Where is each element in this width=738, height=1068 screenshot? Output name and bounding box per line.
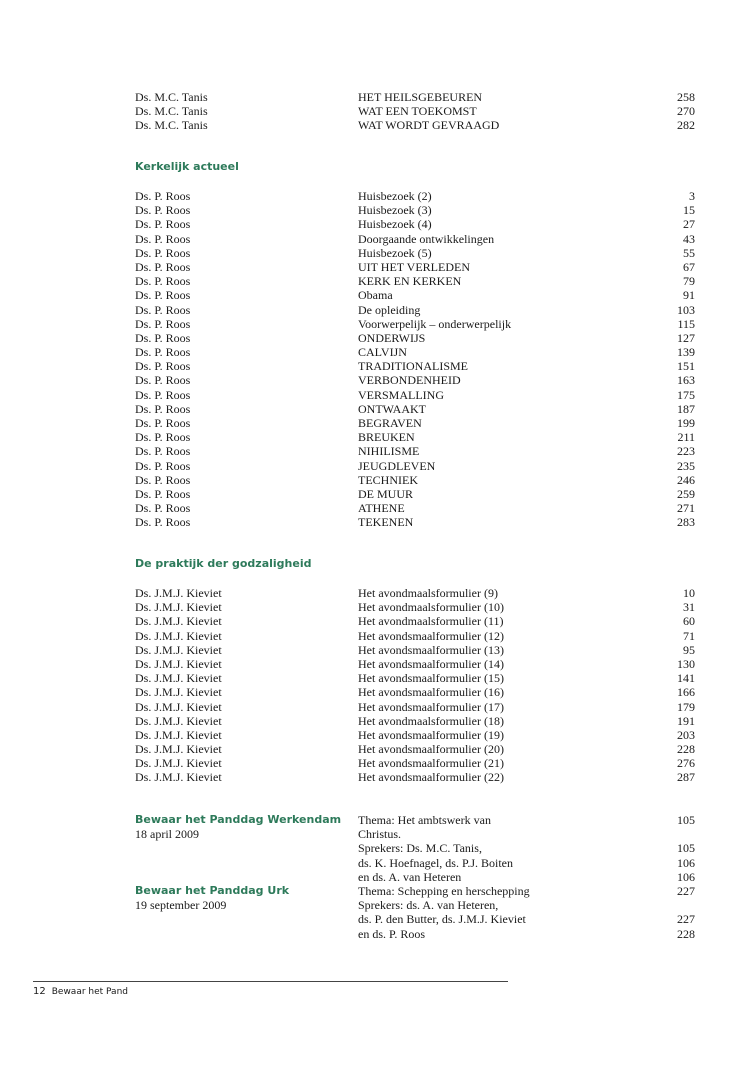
index-entry — [135, 600, 695, 614]
entry-author: Ds. P. Roos — [135, 316, 191, 331]
entry-title: BEGRAVEN — [358, 416, 422, 430]
page-number: 91 — [683, 288, 695, 303]
page-footer — [33, 986, 128, 997]
entry-author: Ds. P. Roos — [135, 444, 191, 459]
page-number: 166 — [677, 685, 695, 700]
event-line: ds. P. den Butter, ds. J.M.J. Kieviet — [358, 912, 526, 927]
entry-author: Ds. P. Roos — [135, 430, 191, 445]
entry-title: WAT WORDT GEVRAAGD — [358, 118, 500, 133]
kerkelijk-actueel-list — [135, 189, 695, 530]
event-line: Sprekers: ds. A. van Heteren, — [358, 898, 499, 913]
entry-title: Het avondsmaalformulier (13) — [358, 642, 504, 657]
index-entry — [135, 246, 695, 260]
entry-title: Het avondsmaalformulier (22) — [358, 770, 504, 785]
page-number: 228 — [677, 742, 695, 757]
entry-author: Ds. J.M.J. Kieviet — [135, 742, 222, 757]
entry-title: TECHNIEK — [358, 472, 418, 487]
entry-title: Het avondsmaalformulier (19) — [358, 727, 504, 742]
entry-title: Obama — [358, 288, 393, 303]
page-number: 43 — [683, 231, 695, 246]
entry-title: Voorwerpelijk – onderwerpelijk — [358, 316, 512, 331]
entry-title: ATHENE — [358, 501, 405, 516]
entry-title: Huisbezoek (3) — [358, 203, 432, 218]
entry-title: Doorgaande ontwikkelingen — [358, 231, 495, 246]
entry-title: CALVIJN — [358, 345, 407, 360]
event-line: en ds. P. Roos — [358, 926, 426, 941]
index-entry — [135, 487, 695, 501]
footer-page-number: 12 — [33, 986, 46, 997]
event-line: Christus. — [358, 827, 402, 842]
page-number: 139 — [677, 345, 695, 360]
page-number: 67 — [683, 259, 695, 274]
page-number: 130 — [677, 656, 695, 671]
index-entry — [135, 388, 695, 402]
index-entry — [135, 756, 695, 770]
entry-title: De opleiding — [358, 302, 421, 317]
page-number: 211 — [677, 430, 695, 445]
index-entry — [135, 685, 695, 699]
index-entry — [135, 373, 695, 387]
entry-author: Ds. M.C. Tanis — [135, 118, 208, 133]
entry-author: Ds. P. Roos — [135, 203, 191, 218]
page-number: 175 — [677, 387, 695, 402]
index-entry — [135, 317, 695, 331]
entry-author: Ds. J.M.J. Kieviet — [135, 586, 222, 600]
index-entry — [135, 90, 695, 104]
index-entry — [135, 189, 695, 203]
page-number: 55 — [683, 245, 695, 260]
entry-author: Ds. P. Roos — [135, 345, 191, 360]
page-number: 163 — [677, 373, 695, 388]
entry-title: WAT EEN TOEKOMST — [358, 104, 477, 119]
index-entry — [135, 274, 695, 288]
index-entry — [135, 643, 695, 657]
entry-title: Huisbezoek (5) — [358, 245, 432, 260]
page-number: 276 — [677, 756, 695, 771]
page-number: 228 — [677, 926, 695, 941]
section-heading-praktijk: De praktijk der godzaligheid — [135, 557, 312, 570]
index-entry — [135, 402, 695, 416]
page-number: 259 — [677, 486, 695, 501]
page-number: 127 — [677, 330, 695, 345]
index-entry — [135, 260, 695, 274]
index-entry — [135, 714, 695, 728]
page-number: 105 — [677, 841, 695, 856]
page-number: 199 — [677, 416, 695, 430]
entry-title: Het avondsmaalformulier (12) — [358, 628, 504, 643]
page-number: 106 — [677, 869, 695, 884]
event-date-werkendam: 18 april 2009 — [135, 827, 199, 842]
index-entry — [135, 742, 695, 756]
index-entry — [135, 444, 695, 458]
entry-author: Ds. P. Roos — [135, 472, 191, 487]
entry-title: KERK EN KERKEN — [358, 274, 462, 289]
index-entry — [135, 331, 695, 345]
page-number: 223 — [677, 444, 695, 459]
entry-title: Het avondsmaalformulier (21) — [358, 756, 504, 771]
page-number: 151 — [677, 359, 695, 374]
event-heading-urk: Bewaar het Panddag Urk — [135, 884, 290, 897]
page-number: 270 — [677, 104, 695, 119]
section-heading-kerkelijk-actueel: Kerkelijk actueel — [135, 160, 239, 173]
event-line: Thema: Het ambtswerk van — [358, 813, 491, 827]
entry-title: UIT HET VERLEDEN — [358, 259, 470, 274]
page-number: 179 — [677, 699, 695, 714]
entry-author: Ds. J.M.J. Kieviet — [135, 770, 222, 785]
event-line: Thema: Schepping en herschepping — [358, 884, 530, 898]
page-number: 60 — [683, 614, 695, 629]
index-entry — [135, 586, 695, 600]
entry-title: Het avondmaalsformulier (9) — [358, 586, 498, 600]
page-number: 141 — [677, 671, 695, 686]
event-line: Sprekers: Ds. M.C. Tanis, — [358, 841, 482, 856]
entry-author: Ds. P. Roos — [135, 373, 191, 388]
entry-author: Ds. P. Roos — [135, 330, 191, 345]
index-entry — [135, 416, 695, 430]
entry-author: Ds. P. Roos — [135, 189, 191, 203]
index-entry — [135, 501, 695, 515]
entry-title: NIHILISME — [358, 444, 420, 459]
page-number: 27 — [683, 217, 695, 232]
entry-author: Ds. J.M.J. Kieviet — [135, 713, 222, 728]
page-number: 187 — [677, 401, 695, 416]
entry-author: Ds. J.M.J. Kieviet — [135, 671, 222, 686]
index-entry — [135, 232, 695, 246]
entry-author: Ds. J.M.J. Kieviet — [135, 628, 222, 643]
entry-author: Ds. J.M.J. Kieviet — [135, 685, 222, 700]
page-number: 227 — [677, 912, 695, 927]
entry-author: Ds. J.M.J. Kieviet — [135, 727, 222, 742]
entry-author: Ds. P. Roos — [135, 401, 191, 416]
event-urk — [135, 884, 695, 941]
entry-author: Ds. P. Roos — [135, 274, 191, 289]
entry-title: TEKENEN — [358, 515, 414, 530]
entry-title: VERBONDENHEID — [358, 373, 461, 388]
page-number: 258 — [677, 90, 695, 104]
entry-author: Ds. M.C. Tanis — [135, 104, 208, 119]
index-entry — [135, 770, 695, 784]
entry-title: Het avondsmaalformulier (20) — [358, 742, 504, 757]
page-number: 103 — [677, 302, 695, 317]
page-number: 105 — [677, 813, 695, 827]
index-entry — [135, 459, 695, 473]
entry-author: Ds. P. Roos — [135, 416, 191, 430]
footer-publication-name: Bewaar het Pand — [51, 987, 128, 997]
entry-title: TRADITIONALISME — [358, 359, 468, 374]
entry-title: HET HEILSGEBEUREN — [358, 90, 483, 104]
page-number: 3 — [689, 189, 695, 203]
entry-author: Ds. P. Roos — [135, 245, 191, 260]
page-number: 203 — [677, 727, 695, 742]
entry-author: Ds. P. Roos — [135, 486, 191, 501]
entry-author: Ds. P. Roos — [135, 302, 191, 317]
footer-divider — [33, 981, 508, 982]
index-entry — [135, 700, 695, 714]
index-entry — [135, 728, 695, 742]
entry-author: Ds. J.M.J. Kieviet — [135, 656, 222, 671]
index-entry — [135, 217, 695, 231]
entry-author: Ds. M.C. Tanis — [135, 90, 208, 104]
event-werkendam — [135, 813, 695, 884]
entry-author: Ds. P. Roos — [135, 515, 191, 530]
entry-title: Het avondsmaalformulier (17) — [358, 699, 504, 714]
entry-title: ONDERWIJS — [358, 330, 426, 345]
index-entry — [135, 671, 695, 685]
page-number: 235 — [677, 458, 695, 473]
index-entry — [135, 657, 695, 671]
entry-title: Het avondmaalsformulier (18) — [358, 713, 504, 728]
index-entry — [135, 203, 695, 217]
index-entry — [135, 515, 695, 529]
entry-title: BREUKEN — [358, 430, 415, 445]
page-number: 31 — [683, 600, 695, 615]
index-entry — [135, 104, 695, 118]
page-number: 106 — [677, 855, 695, 870]
entry-author: Ds. P. Roos — [135, 231, 191, 246]
entry-author: Ds. J.M.J. Kieviet — [135, 756, 222, 771]
page-number: 115 — [677, 316, 695, 331]
page-number: 287 — [677, 770, 695, 785]
index-entry — [135, 629, 695, 643]
event-line: ds. K. Hoefnagel, ds. P.J. Boiten — [358, 855, 513, 870]
index-entry — [135, 359, 695, 373]
index-entry — [135, 473, 695, 487]
page-number: 227 — [677, 884, 695, 898]
page-number: 95 — [683, 642, 695, 657]
entry-title: Huisbezoek (4) — [358, 217, 432, 232]
entry-author: Ds. J.M.J. Kieviet — [135, 642, 222, 657]
entry-title: ONTWAAKT — [358, 401, 426, 416]
top-list — [135, 90, 695, 133]
page-number: 282 — [677, 118, 695, 133]
entry-author: Ds. J.M.J. Kieviet — [135, 699, 222, 714]
index-entry — [135, 288, 695, 302]
page-number: 15 — [683, 203, 695, 218]
entry-title: Het avondmaalsformulier (11) — [358, 614, 504, 629]
entry-author: Ds. P. Roos — [135, 288, 191, 303]
entry-author: Ds. P. Roos — [135, 501, 191, 516]
entry-author: Ds. P. Roos — [135, 387, 191, 402]
entry-author: Ds. P. Roos — [135, 458, 191, 473]
page-number: 191 — [677, 713, 695, 728]
page-number: 246 — [677, 472, 695, 487]
event-line: en ds. A. van Heteren — [358, 869, 462, 884]
event-heading-werkendam: Bewaar het Panddag Werkendam — [135, 813, 342, 826]
index-entry — [135, 430, 695, 444]
entry-title: VERSMALLING — [358, 387, 444, 402]
entry-title: Het avondsmaalformulier (15) — [358, 671, 504, 686]
page-number: 71 — [683, 628, 695, 643]
page-number: 79 — [683, 274, 695, 289]
page-number: 10 — [683, 586, 695, 600]
entry-title: Het avondmaalsformulier (10) — [358, 600, 504, 615]
index-entry — [135, 118, 695, 132]
index-entry — [135, 614, 695, 628]
page-number: 283 — [677, 515, 695, 530]
page-number: 271 — [677, 501, 695, 516]
entry-title: JEUGDLEVEN — [358, 458, 436, 473]
index-entry — [135, 303, 695, 317]
event-date-urk: 19 september 2009 — [135, 898, 227, 913]
entry-title: DE MUUR — [358, 486, 414, 501]
entry-title: Het avondsmaalformulier (16) — [358, 685, 504, 700]
entry-author: Ds. P. Roos — [135, 259, 191, 274]
entry-title: Het avondsmaalformulier (14) — [358, 656, 504, 671]
index-entry — [135, 345, 695, 359]
entry-title: Huisbezoek (2) — [358, 189, 432, 203]
entry-author: Ds. P. Roos — [135, 217, 191, 232]
entry-author: Ds. P. Roos — [135, 359, 191, 374]
praktijk-list — [135, 586, 695, 785]
entry-author: Ds. J.M.J. Kieviet — [135, 614, 222, 629]
entry-author: Ds. J.M.J. Kieviet — [135, 600, 222, 615]
